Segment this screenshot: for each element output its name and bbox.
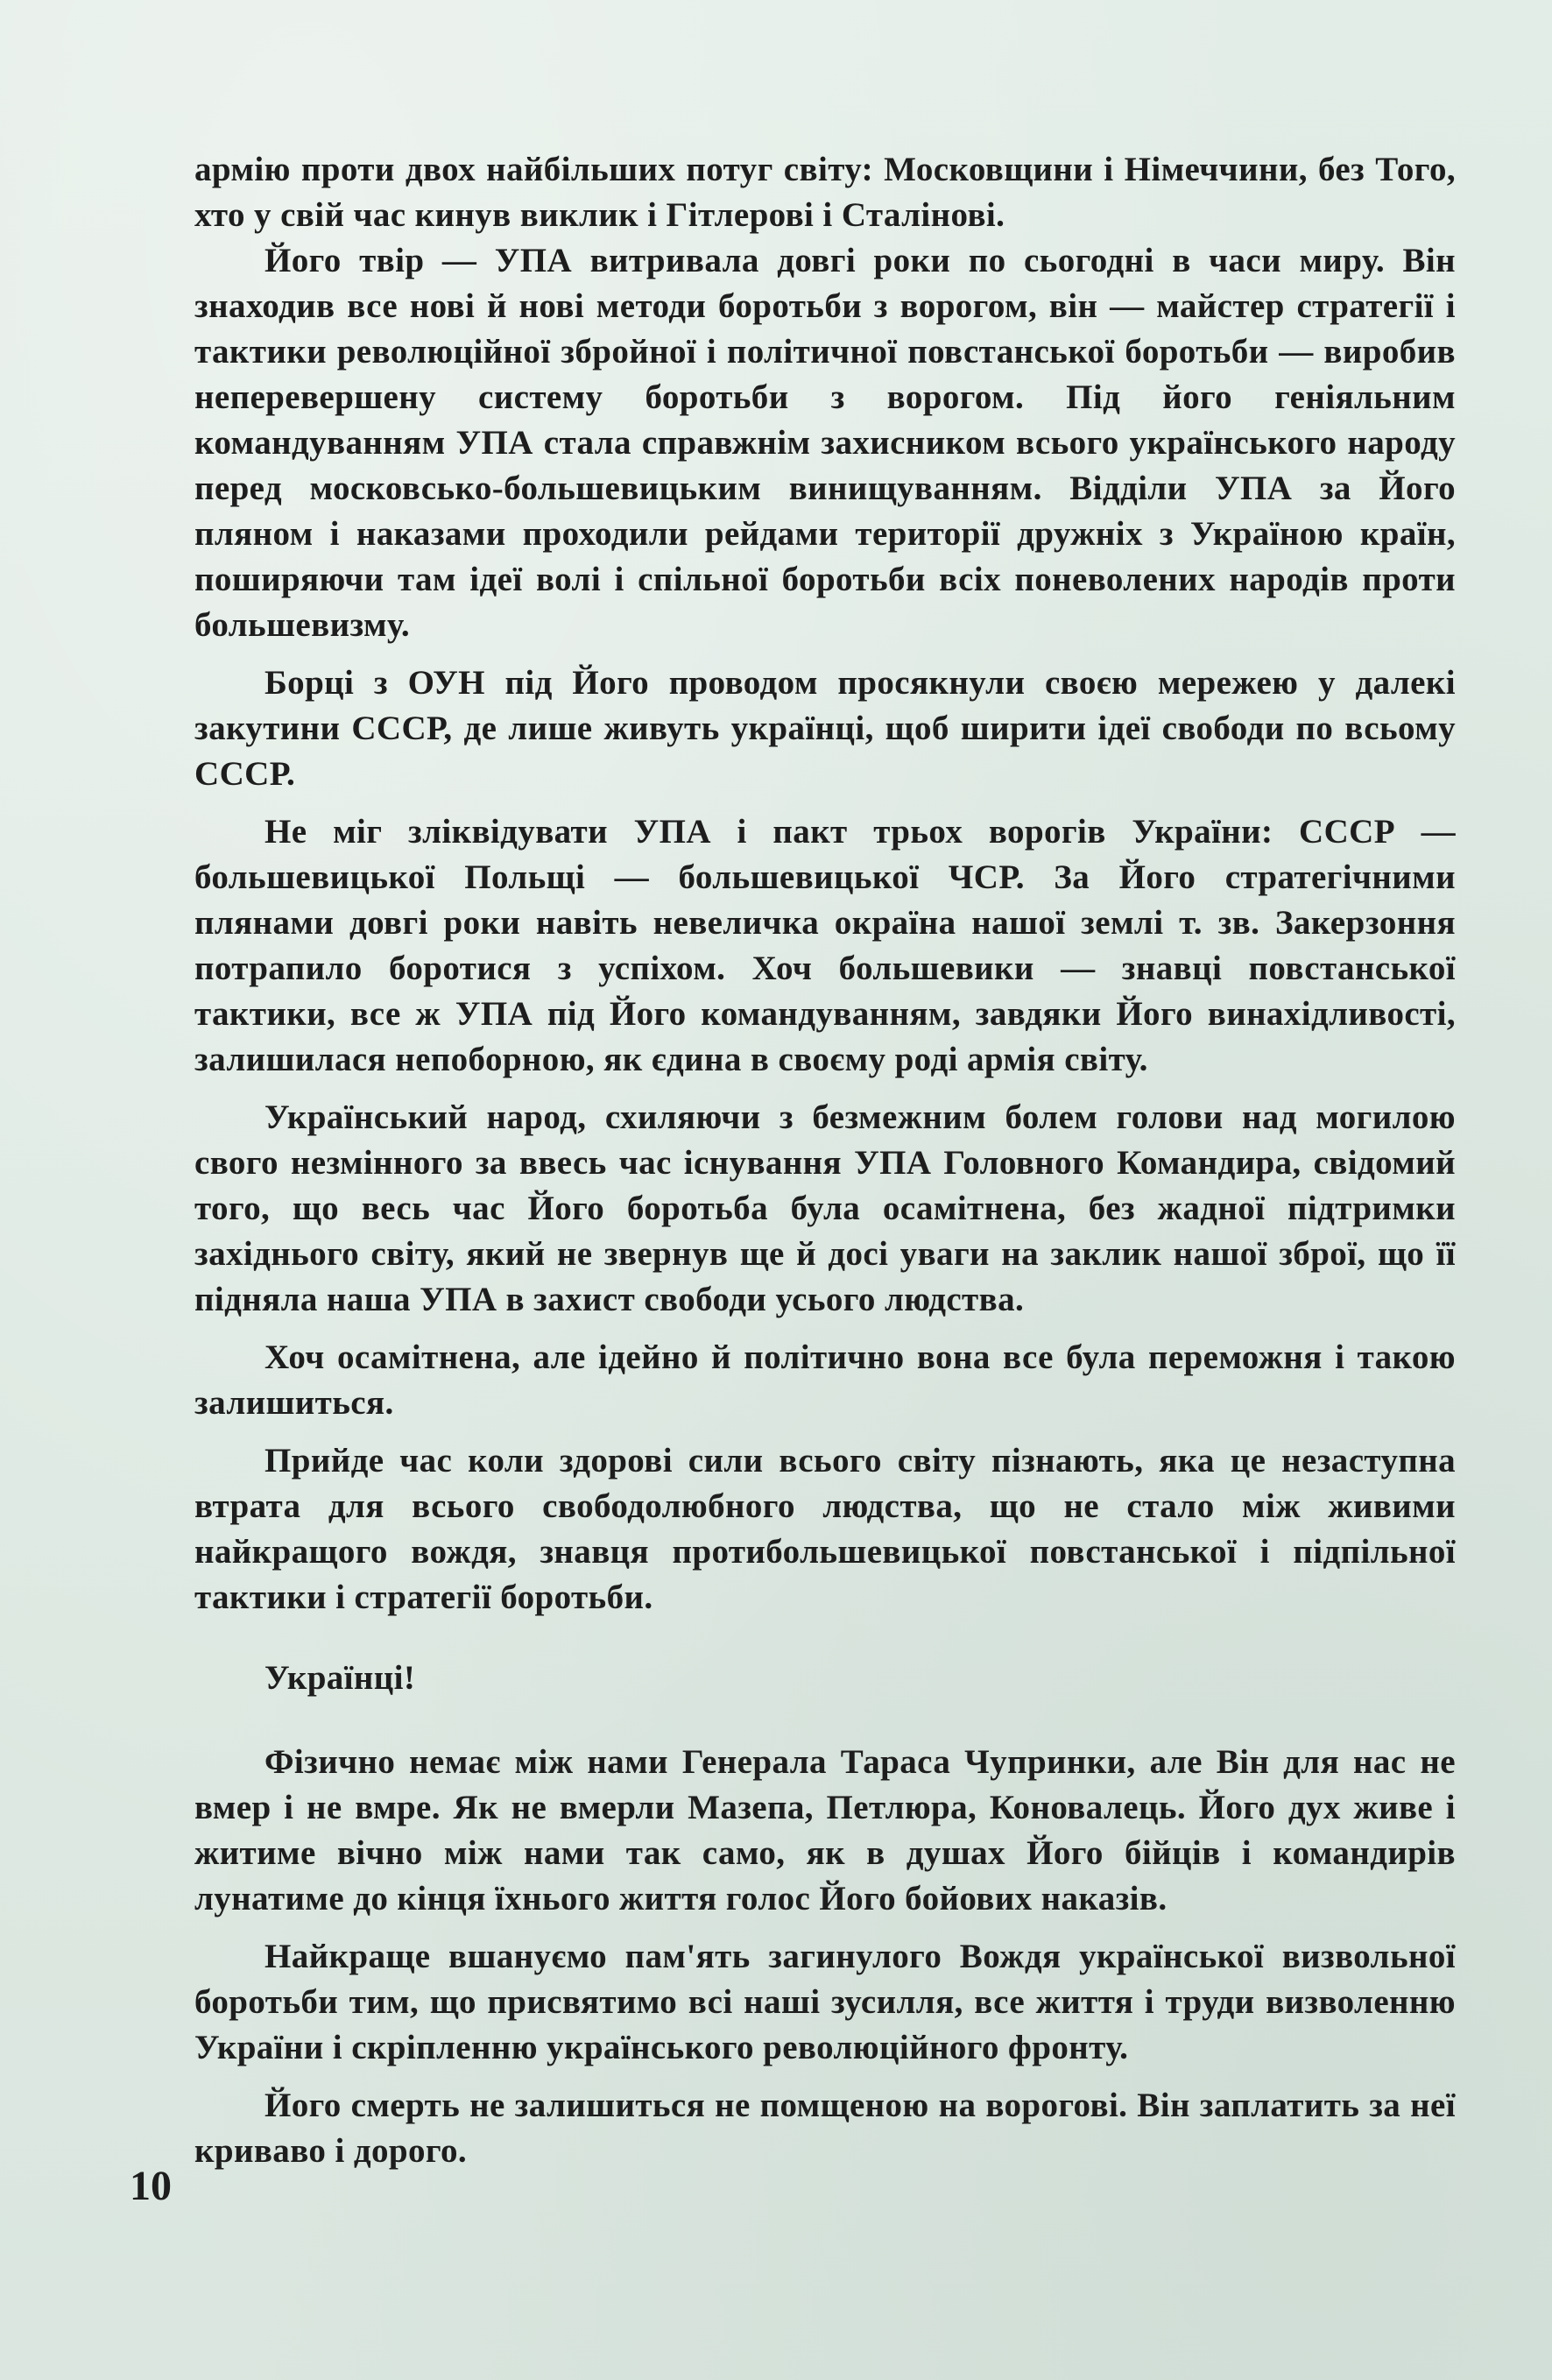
- paragraph: Борці з ОУН під Його проводом просякнули своєю мережею у далекі закутини СССР, де лише живуть українці, щоб ширити ідеї свободи по всьому СССР.: [194, 664, 1456, 793]
- paragraph: Не міг зліквідувати УПА і пакт трьох ворогів України: СССР — большевицької Польщі — большевицької ЧСР. За Його стратегічними плянами довгі роки навіть невеличка окраїна нашої землі т. зв. Закерзоння потрапило боротися з успіхом. Хоч большевики — знавці повстанської тактики, все ж УПА під Його командуванням, завдяки Його винахідливості, залишилася непоборною, як єдина в своєму роді армія світу.: [194, 813, 1456, 1078]
- paragraph: Хоч осамітнена, але ідейно й політично вона все була переможня і такою залишиться.: [194, 1338, 1456, 1422]
- body-text: [194, 147, 1456, 2174]
- section-heading: Українці!: [265, 1659, 416, 1697]
- page-number: 10: [130, 2163, 172, 2209]
- paragraph: Український народ, схиляючи з безмежним болем голови над могилою свого незмінного за ввесь час існування УПА Головного Командира, свідомий того, що весь час Його боротьба була осамітнена, без жадної підтримки західнього світу, який не звернув ще й досі уваги на заклик нашої зброї, що її підняла наша УПА в захист свободи усього людства.: [194, 1098, 1456, 1318]
- paragraph: Фізично немає між нами Генерала Тараса Чупринки, але Він для нас не вмер і не вмре. Як не вмерли Мазепа, Петлюра, Коновалець. Його дух живе і житиме вічно між нами так само, як в душах Його бійців і командирів лунатиме до кінця їхнього життя голос Його бойових наказів.: [194, 1743, 1456, 1917]
- paragraph: Найкраще вшануємо пам'ять загинулого Вождя української визвольної боротьби тим, що присвятимо всі наші зусилля, все життя і труди визволенню України і скріпленню українського революційного фронту.: [194, 1938, 1456, 2066]
- paragraph: Його смерть не залишиться не помщеною на ворогові. Він заплатить за неї криваво і дорого.: [194, 2087, 1456, 2170]
- paragraph: армію проти двох найбільших потуг світу: Московщини і Німеччини, без Того, хто у свій час кинув виклик і Гітлерові і Сталінові.: [194, 151, 1456, 234]
- paragraph: Його твір — УПА витривала довгі роки по сьогодні в часи миру. Він знаходив все нові й нові методи боротьби з ворогом, він — майстер стратегії і тактики революційної збройної і політичної повстанської боротьби — виробив неперевершену систему боротьби з ворогом. Під його геніяльним командуванням УПА стала справжнім захисником всього українського народу перед московсько-большевицьким винищуванням. Відділи УПА за Його пляном і наказами проходили рейдами території дружніх з Україною країн, поширяючи там ідеї волі і спільної боротьби всіх поневолених народів проти большевизму.: [194, 242, 1456, 644]
- paragraph: Прийде час коли здорові сили всього світу пізнають, яка це незаступна втрата для всього свободолюбного людства, що не стало між живими найкращого вождя, знавця протибольшевицької повстанської і підпільної тактики і стратегії боротьби.: [194, 1442, 1456, 1616]
